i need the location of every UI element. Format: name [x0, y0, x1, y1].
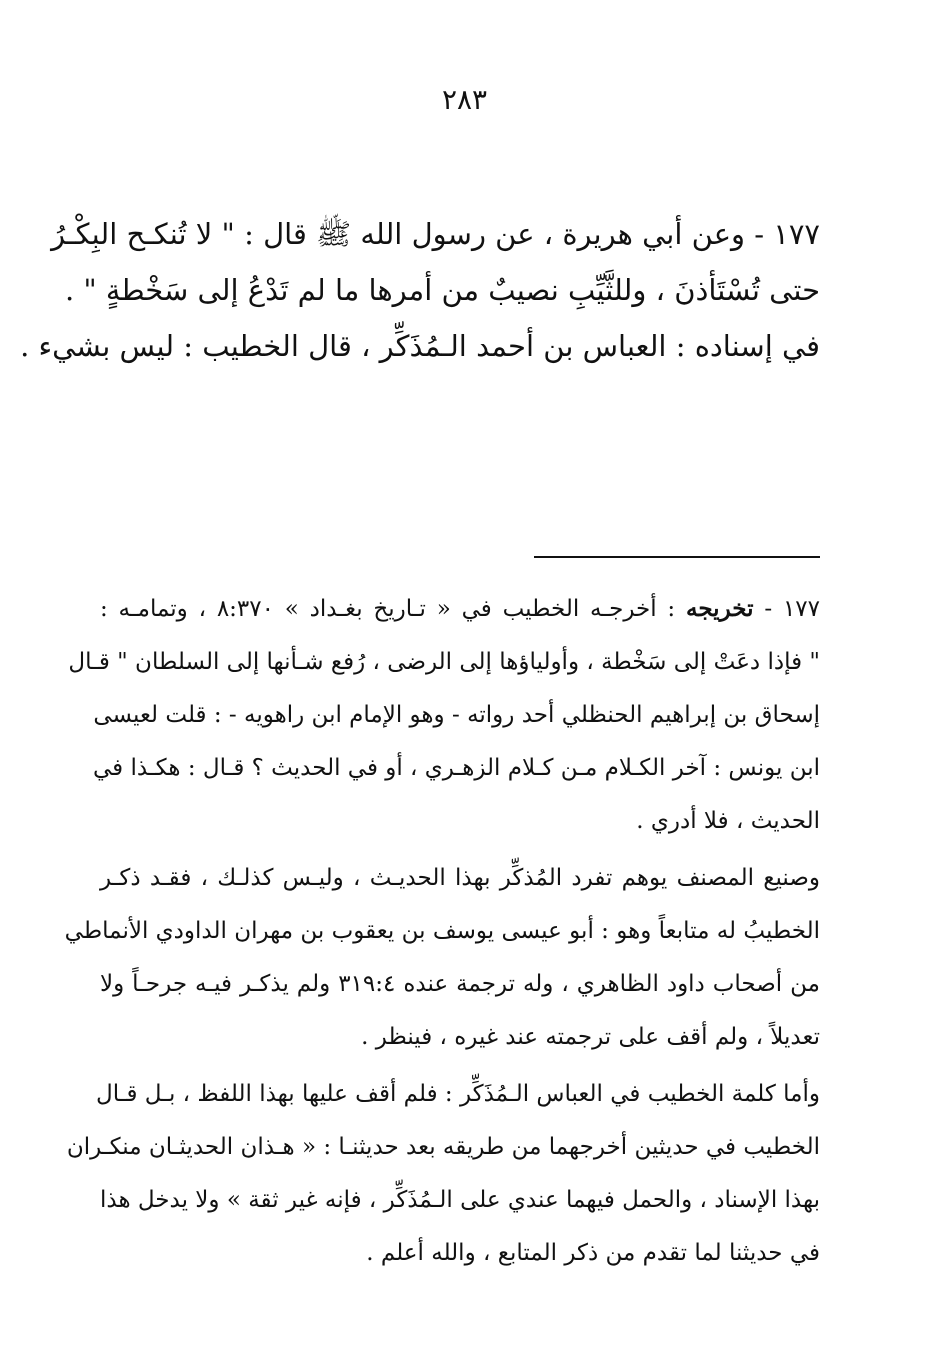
footnote-paragraph-3 [66, 1068, 820, 1280]
footnote-3-line-1: وأما كلمة الخطيب في العباس الـمُذَكِّر : فلم أقف عليها بهذا اللفظ ، بـل قـال [96, 1081, 820, 1107]
footnote-3-line-4: في حديثنا لما تقدم من ذكر المتابع ، والله أعلم . [366, 1240, 820, 1266]
footnote-3-line-2: الخطيب في حديثين أخرجهما من طريقه بعد حديثنـا : « هـذان الحديثـان منكـران [66, 1134, 820, 1160]
footnote-2-line-3: من أصحاب داود الظاهري ، وله ترجمة عنده ٣١٩:٤ ولم يذكـر فيـه جرحـاً ولا [100, 971, 820, 997]
hadith-line-2: حتى تُسْتَأذنَ ، وللثَّيِّبِ نصيبٌ من أمرها ما لم تَدْعُ إلى سَخْطةٍ " . [64, 273, 820, 307]
footnote-1-line-1 [100, 582, 820, 636]
footnote-paragraph-2 [64, 852, 820, 1064]
footnote-separator [534, 556, 820, 558]
footnote-1-line-2: " فإذا دعَتْ إلى سَخْطة ، وأولياؤها إلى الرضى ، رُفع شـأنها إلى السلطان " قـال [68, 649, 820, 675]
footnote-1-line-5: الحديث ، فلا أدري . [636, 808, 820, 834]
footnote-2-line-4: تعديلاً ، ولم أقف على ترجمته عند غيره ، فينظر . [361, 1024, 820, 1050]
footnote-1-line-4: ابن يونس : آخر الكـلام مـن كـلام الزهـري ، أو في الحديث ؟ قـال : هكـذا في [93, 755, 820, 781]
hadith-paragraph [51, 206, 820, 318]
footnote-2-line-2: الخطيبُ له متابعاً وهو : أبو عيسى يوسف بن يعقوب بن مهران الداودي الأنماطي [64, 918, 820, 944]
footnotes [64, 582, 820, 1284]
footnote-1-line-1-text: : أخرجـه الخطيب في « تـاريخ بغـداد » ٨:٣٧٠ ، وتمامـه : [100, 596, 686, 622]
footnote-label: تخريجه [686, 595, 754, 622]
hadith-line-1: ١٧٧ - وعن أبي هريرة ، عن رسول الله ﷺ قال : " لا تُنكـح البِكْـرُ [51, 217, 820, 251]
footnote-number: ١٧٧ - [753, 596, 820, 622]
isnad-line: في إسناده : العباس بن أحمد الـمُذَكِّر ، قال الخطيب : ليس بشيء . [20, 329, 820, 363]
hadith-text [20, 206, 820, 374]
footnote-1-line-3: إسحاق بن إبراهيم الحنظلي أحد رواته - وهو الإمام ابن راهويه - : قلت لعيسى [93, 702, 820, 728]
footnote-paragraph-1 [68, 582, 820, 848]
page-number: ٢٨٣ [441, 83, 488, 116]
footnote-2-line-1: وصنيع المصنف يوهم تفرد المُذكِّر بهذا الحديـث ، وليـس كذلـك ، فقـد ذكـر [100, 865, 820, 891]
isnad-note [20, 318, 820, 374]
footnote-3-line-3: بهذا الإسناد ، والحمل فيهما عندي على الـمُذَكِّر ، فإنه غير ثقة » ولا يدخل هذا [99, 1187, 820, 1213]
